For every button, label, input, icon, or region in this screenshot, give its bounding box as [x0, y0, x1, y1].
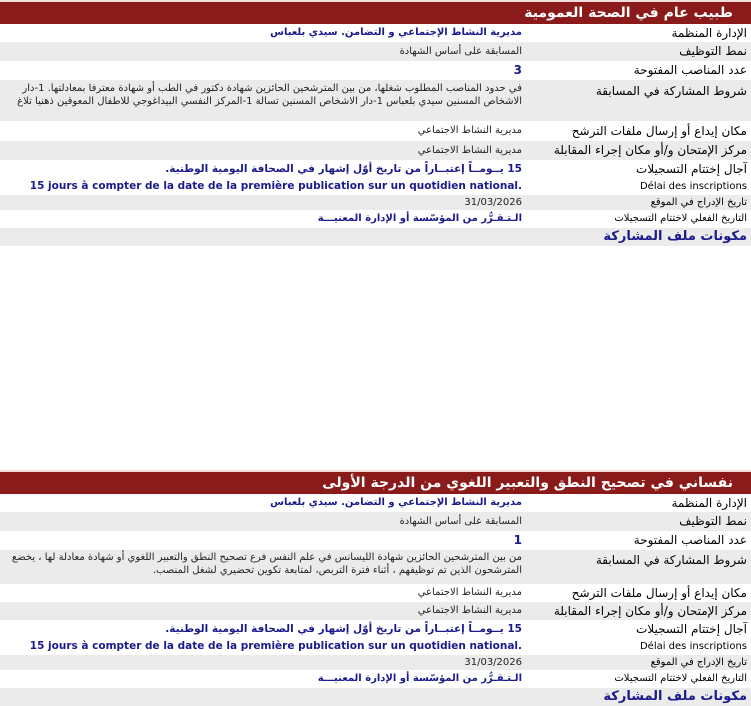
value-deadline-fr: 15 jours à compter de la date de la première publication sur un quotidien national.: [29, 640, 522, 652]
row-filing-place: [0, 584, 751, 602]
row-organizing-admin: [0, 24, 751, 42]
label-deadline-fr: Délai des inscriptions: [639, 181, 747, 192]
value-exam-center: مديرية النشاط الاجتماعي: [417, 145, 522, 156]
job-title: نفساني في تصحيح النطق والتعبير اللغوي من الدرجة الأولى: [0, 470, 751, 494]
value-recruitment-mode: المسابقة على أساس الشهادة: [399, 46, 522, 57]
value-organizing-admin: مديرية النشاط الإجتماعي و التضامن. سيدي بلعباس: [270, 27, 522, 38]
label-actual-close-date: التاريخ الفعلي لاختتام التسجيلات: [614, 213, 747, 224]
row-posting-date: [0, 655, 751, 670]
value-conditions: في حدود المناصب المطلوب شغلها، من بين المترشحين الحائزين شهادة دكتور في الطب أو شهادة معترفا بمعادلتها. 1-دار الاشخاص المسنين سيدي بلعباس 1-دار الاشخاص المسنين تسالة 1-المركز النفسي البيداغوجي للاطفال المعوقين ذهنيا تلاغ: [17, 83, 522, 107]
label-exam-center: مركز الإمتحان و/أو مكان إجراء المقابلة: [553, 604, 747, 618]
file-components-heading: مكونات ملف المشاركة: [0, 688, 751, 706]
row-exam-center: [0, 602, 751, 620]
label-filing-place: مكان إيداع أو إرسال ملفات الترشح: [571, 124, 747, 138]
file-components-heading: مكونات ملف المشاركة: [0, 228, 751, 246]
label-deadline-fr: Délai des inscriptions: [639, 641, 747, 652]
value-deadline: 15 يــومــاً إعتبــاراً من تاريخ أوّل إشهار في الصحافة اليومية الوطنية.: [165, 163, 522, 175]
label-exam-center: مركز الإمتحان و/أو مكان إجراء المقابلة: [553, 143, 747, 157]
value-exam-center: مديرية النشاط الاجتماعي: [417, 605, 522, 616]
value-open-positions: 3: [513, 63, 522, 77]
label-organizing-admin: الإدارة المنظمة: [671, 26, 747, 40]
value-conditions: من بين المترشحين الحائزين شهادة الليسانس في علم النفس فرع تصحيح النطق والتعبير اللغوي أو شهادة معادلة لها ، يخضع المترشحون الذين تم توظيفهم ، أثناء فترة التربص، لمتابعة تكوين تحضيري لشغل المنصب.: [11, 552, 522, 576]
value-actual-close-date: الـتـقـرُّر من المؤسّسة أو الإدارة المعنيـــة: [317, 673, 522, 684]
label-organizing-admin: الإدارة المنظمة: [671, 496, 747, 510]
row-filing-place: [0, 121, 751, 141]
row-open-positions: [0, 531, 751, 550]
value-open-positions: 1: [513, 533, 522, 547]
row-recruitment-mode: [0, 42, 751, 61]
value-deadline-fr: 15 jours à compter de la date de la première publication sur un quotidien national.: [29, 180, 522, 192]
label-open-positions: عدد المناصب المفتوحة: [633, 63, 747, 77]
row-conditions: [0, 80, 751, 121]
value-posting-date: 31/03/2026: [464, 657, 522, 668]
row-posting-date: [0, 195, 751, 210]
value-filing-place: مديرية النشاط الاجتماعي: [417, 125, 522, 136]
row-recruitment-mode: [0, 512, 751, 531]
label-posting-date: تاريخ الإدراج في الموقع: [650, 657, 747, 668]
label-open-positions: عدد المناصب المفتوحة: [633, 533, 747, 547]
label-conditions: شروط المشاركة في المسابقة: [595, 553, 747, 567]
row-actual-close-date: [0, 670, 751, 688]
row-conditions: [0, 550, 751, 584]
row-deadline-fr: [0, 638, 751, 655]
row-organizing-admin: [0, 494, 751, 512]
value-deadline: 15 يــومــاً إعتبــاراً من تاريخ أوّل إشهار في الصحافة اليومية الوطنية.: [165, 623, 522, 635]
label-filing-place: مكان إيداع أو إرسال ملفات الترشح: [571, 586, 747, 600]
value-organizing-admin: مديرية النشاط الإجتماعي و التضامن. سيدي بلعباس: [270, 497, 522, 508]
job-posting-2: [0, 470, 751, 706]
value-filing-place: مديرية النشاط الاجتماعي: [417, 587, 522, 598]
label-recruitment-mode: نمط التوظيف: [679, 44, 747, 58]
row-deadline: [0, 160, 751, 178]
label-recruitment-mode: نمط التوظيف: [679, 514, 747, 528]
row-exam-center: [0, 141, 751, 160]
job-title: طبيب عام في الصحة العمومية: [0, 0, 751, 24]
label-conditions: شروط المشاركة في المسابقة: [595, 84, 747, 98]
label-deadline: آجال إختتام التسجيلات: [636, 622, 747, 636]
value-actual-close-date: الـتـقـرُّر من المؤسّسة أو الإدارة المعنيـــة: [317, 213, 522, 224]
row-deadline-fr: [0, 178, 751, 195]
file-components-content: [0, 246, 751, 472]
row-actual-close-date: [0, 210, 751, 228]
row-open-positions: [0, 61, 751, 80]
value-posting-date: 31/03/2026: [464, 197, 522, 208]
label-deadline: آجال إختتام التسجيلات: [636, 162, 747, 176]
value-recruitment-mode: المسابقة على أساس الشهادة: [399, 516, 522, 527]
label-actual-close-date: التاريخ الفعلي لاختتام التسجيلات: [614, 673, 747, 684]
row-deadline: [0, 620, 751, 638]
label-posting-date: تاريخ الإدراج في الموقع: [650, 197, 747, 208]
